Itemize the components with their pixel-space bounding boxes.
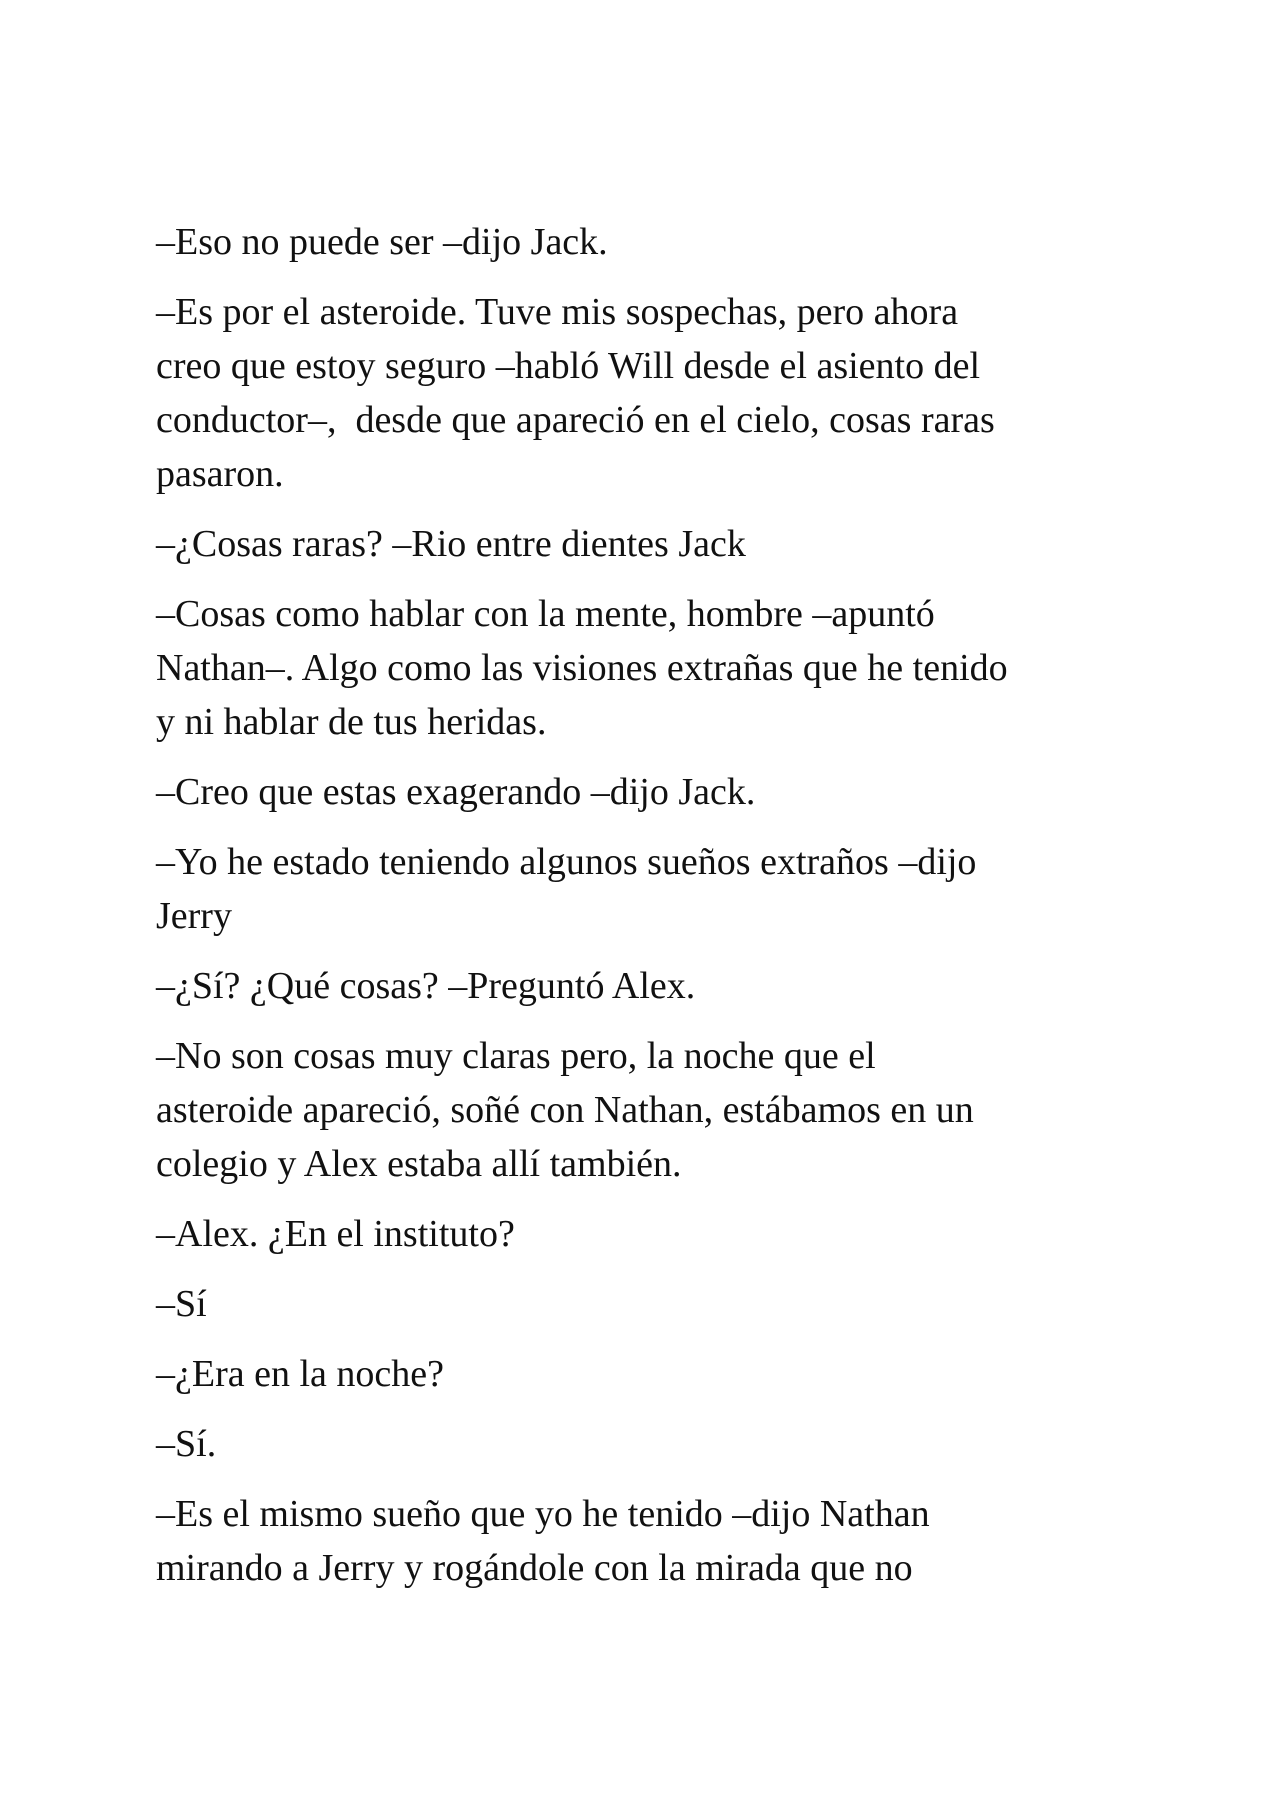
paragraph: –No son cosas muy claras pero, la noche que el asteroide apareció, soñé con Nathan, estábamos en un colegio y Alex estaba allí también. (156, 1035, 974, 1185)
paragraph: –¿Era en la noche? (156, 1353, 444, 1395)
paragraph: –Es el mismo sueño que yo he tenido –dijo Nathan mirando a Jerry y rogándole con la mirada que no (156, 1493, 930, 1589)
paragraph: –¿Cosas raras? –Rio entre dientes Jack (156, 523, 746, 565)
paragraph: –Cosas como hablar con la mente, hombre –apuntó Nathan–. Algo como las visiones extrañas que he tenido y ni hablar de tus heridas. (156, 593, 1008, 743)
paragraph: –Creo que estas exagerando –dijo Jack. (156, 771, 756, 813)
paragraph: –Sí (156, 1283, 207, 1325)
paragraph: –Eso no puede ser –dijo Jack. (156, 221, 608, 263)
paragraph: –Es por el asteroide. Tuve mis sospechas, pero ahora creo que estoy seguro –habló Will desde el asiento del conductor–, desde que apareció en el cielo, cosas raras pasaron. (156, 291, 995, 495)
paragraph: –Sí. (156, 1423, 217, 1465)
paragraph: –Alex. ¿En el instituto? (156, 1213, 515, 1255)
body-text (156, 215, 1146, 1611)
paragraph: –Yo he estado teniendo algunos sueños extraños –dijo Jerry (156, 841, 977, 937)
paragraph: –¿Sí? ¿Qué cosas? –Preguntó Alex. (156, 965, 696, 1007)
